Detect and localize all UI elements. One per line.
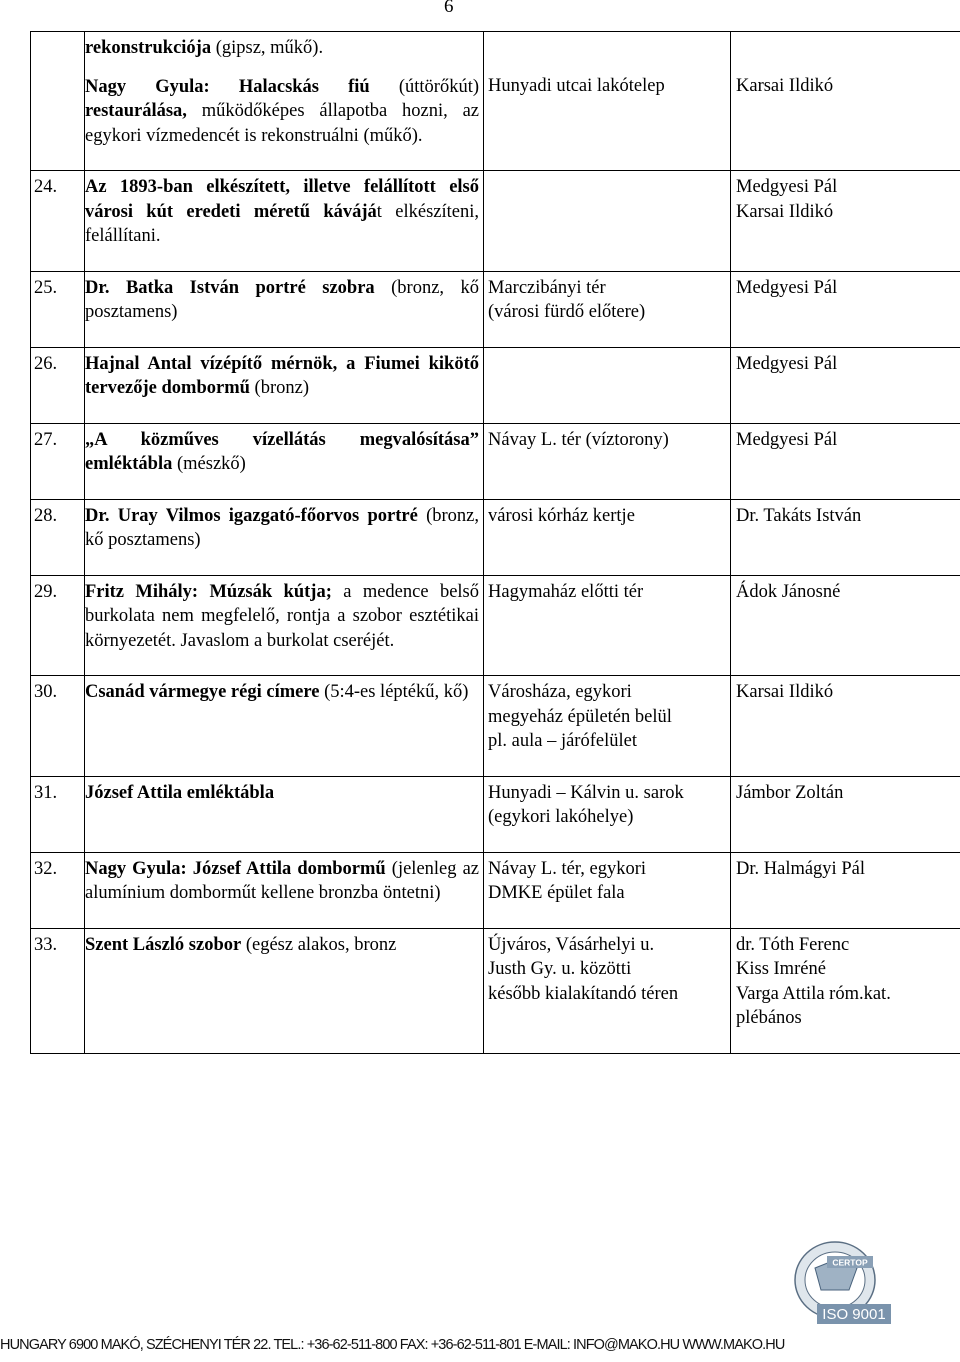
item-number: 29. bbox=[34, 581, 58, 602]
item-location-cell bbox=[484, 676, 731, 777]
table-row bbox=[31, 347, 960, 423]
item-description-cell bbox=[85, 776, 484, 852]
location-line: Hunyadi – Kálvin u. sarok bbox=[488, 782, 684, 803]
item-description-cell bbox=[85, 928, 484, 1053]
item-location-cell bbox=[484, 32, 731, 171]
item-responsible bbox=[736, 929, 960, 1053]
responsible-line: Dr. Halmágyi Pál bbox=[736, 858, 865, 879]
description-segment: működőképes állapotba hozni, az egykori vízmedencét is rekonstruálni (műkő). bbox=[85, 101, 479, 146]
item-location bbox=[488, 272, 730, 347]
description-segment: Csanád vármegye régi címere bbox=[85, 682, 320, 702]
location-line: Hunyadi utcai lakótelep bbox=[488, 76, 665, 96]
item-location bbox=[488, 348, 730, 374]
item-location bbox=[488, 500, 730, 551]
responsible-line: Medgyesi Pál bbox=[736, 429, 838, 450]
item-location bbox=[488, 676, 730, 776]
item-number-cell bbox=[31, 575, 85, 676]
item-responsible-cell bbox=[731, 499, 960, 575]
item-responsible-cell bbox=[731, 171, 960, 272]
item-number: 31. bbox=[34, 782, 58, 803]
location-line: Marczibányi tér bbox=[488, 277, 606, 298]
responsible-line: Medgyesi Pál bbox=[736, 177, 838, 197]
description-segment: „A közműves vízellátás megvalósítása” emléktábla bbox=[85, 429, 479, 474]
responsible-line: Ádok Jánosné bbox=[736, 581, 841, 602]
table-row bbox=[31, 271, 960, 347]
responsible-line bbox=[736, 36, 960, 74]
item-responsible bbox=[736, 500, 960, 551]
item-description bbox=[85, 777, 479, 828]
item-description bbox=[85, 171, 479, 271]
description-segment: (egész alakos, bronz bbox=[241, 934, 397, 955]
item-responsible-cell bbox=[731, 347, 960, 423]
item-responsible-cell bbox=[731, 32, 960, 171]
location-line: városi kórház kertje bbox=[488, 505, 635, 526]
item-number: 33. bbox=[34, 934, 58, 955]
responsible-line: Dr. Takáts István bbox=[736, 505, 862, 526]
item-location bbox=[488, 576, 730, 627]
table-row bbox=[31, 423, 960, 499]
item-location-cell bbox=[484, 928, 731, 1053]
item-responsible bbox=[736, 272, 960, 323]
item-description bbox=[85, 32, 479, 75]
item-description-continued bbox=[85, 75, 479, 171]
description-segment: Szent László szobor bbox=[85, 934, 242, 955]
item-responsible-cell bbox=[731, 271, 960, 347]
item-location-cell bbox=[484, 423, 731, 499]
item-responsible bbox=[736, 853, 960, 904]
location-line: Hagymaház előtti tér bbox=[488, 581, 644, 602]
item-location-cell bbox=[484, 271, 731, 347]
item-number-cell bbox=[31, 347, 85, 423]
description-segment: t kellene bronzba öntetni) bbox=[250, 883, 441, 903]
item-responsible bbox=[736, 348, 960, 399]
responsible-line: Jámbor Zoltán bbox=[736, 782, 844, 803]
page-footer: HUNGARY 6900 MAKÓ, SZÉCHENYI TÉR 22. TEL.: +36-62-511-800 FAX: +36-62-511-801 E-MAIL: INFO@MAKO.HU WWW.MAKO.HU bbox=[0, 1337, 785, 1353]
responsible-line: Karsai Ildikó bbox=[736, 76, 834, 96]
description-segment: (úttörőkút) bbox=[369, 76, 480, 97]
description-segment: Hajnal Antal vízépítő mérnök, a Fiumei kikötő tervezője dombormű bbox=[85, 353, 479, 398]
item-location-cell bbox=[484, 347, 731, 423]
location-line: pl. aula – járófelület bbox=[488, 731, 637, 751]
item-number-cell bbox=[31, 499, 85, 575]
item-number: 30. bbox=[34, 682, 58, 702]
table-row bbox=[31, 776, 960, 852]
item-responsible-cell bbox=[731, 852, 960, 928]
item-description bbox=[85, 500, 479, 575]
description-segment: rekonstrukciója bbox=[85, 38, 212, 58]
location-line: Návay L. tér, egykori bbox=[488, 858, 646, 879]
location-line: Justh Gy. u. közötti bbox=[488, 959, 632, 979]
item-responsible bbox=[736, 777, 960, 828]
description-segment: Nagy Gyula: József Attila dombormű bbox=[85, 858, 386, 879]
monument-table bbox=[30, 31, 960, 1054]
item-description bbox=[85, 929, 479, 980]
item-description-cell bbox=[85, 347, 484, 423]
description-segment: Az 1893-ban elkészített, illetve felállított első városi kút eredeti méretű kávájá bbox=[85, 177, 479, 222]
item-number: 25. bbox=[34, 277, 58, 298]
table-row bbox=[31, 499, 960, 575]
description-segment: Dr. Batka István portré szobra bbox=[85, 277, 375, 298]
responsible-line: plébános bbox=[736, 1008, 802, 1028]
description-segment: (bronz) bbox=[249, 378, 309, 398]
location-line: Városháza, egykori bbox=[488, 682, 632, 702]
item-description-cell bbox=[85, 852, 484, 928]
description-segment: Dr. Uray Vilmos igazgató-főorvos portré bbox=[85, 505, 418, 526]
table-row bbox=[31, 852, 960, 928]
item-description-cell bbox=[85, 499, 484, 575]
location-line: (városi fürdő előtere) bbox=[488, 302, 646, 322]
item-description bbox=[85, 424, 479, 499]
responsible-line: Varga Attila róm.kat. bbox=[736, 983, 891, 1004]
item-responsible-cell bbox=[731, 928, 960, 1053]
description-segment: (jelenleg az alumínium dombormű bbox=[85, 858, 480, 903]
responsible-line: Medgyesi Pál bbox=[736, 277, 838, 298]
item-location bbox=[488, 929, 730, 1029]
item-location-cell bbox=[484, 499, 731, 575]
item-description-cell bbox=[85, 271, 484, 347]
location-line: megyeház épületén belül bbox=[488, 706, 672, 727]
description-segment: (bronz, kő posztamens) bbox=[85, 277, 479, 322]
item-number-cell bbox=[31, 928, 85, 1053]
item-description-cell bbox=[85, 575, 484, 676]
description-segment: (bronz, kő posztamens) bbox=[85, 505, 479, 550]
responsible-line: dr. Tóth Ferenc bbox=[736, 934, 850, 955]
item-description-cell bbox=[85, 171, 484, 272]
responsible-line: Kiss Imréné bbox=[736, 959, 826, 979]
item-number bbox=[34, 32, 84, 58]
item-description bbox=[85, 676, 479, 727]
item-description bbox=[85, 853, 479, 928]
description-segment: (gipsz, műkő). bbox=[211, 38, 324, 58]
item-responsible-cell bbox=[731, 676, 960, 777]
item-location bbox=[488, 777, 730, 852]
item-location bbox=[488, 424, 730, 475]
responsible-line: Medgyesi Pál bbox=[736, 353, 838, 374]
item-number-cell bbox=[31, 271, 85, 347]
item-location-cell bbox=[484, 776, 731, 852]
table-row bbox=[31, 575, 960, 676]
item-number-cell bbox=[31, 171, 85, 272]
item-description bbox=[85, 272, 479, 347]
item-number-cell bbox=[31, 423, 85, 499]
item-responsible bbox=[736, 576, 960, 627]
location-line: később kialakítandó téren bbox=[488, 983, 679, 1004]
item-description-cell bbox=[85, 32, 484, 171]
location-line: Návay L. tér (víztorony) bbox=[488, 429, 669, 450]
page-number: 6 bbox=[444, 0, 454, 17]
table-row bbox=[31, 676, 960, 777]
item-responsible-cell bbox=[731, 776, 960, 852]
item-responsible bbox=[736, 676, 960, 727]
table-row bbox=[31, 171, 960, 272]
description-segment: Fritz Mihály: Múzsák kútja; bbox=[85, 581, 332, 602]
item-location bbox=[488, 171, 730, 197]
cert-bottom-text: ISO 9001 bbox=[822, 1306, 886, 1323]
description-segment: (mészkő) bbox=[172, 454, 246, 474]
item-number-cell bbox=[31, 852, 85, 928]
item-number: 28. bbox=[34, 505, 58, 526]
item-location bbox=[488, 853, 730, 928]
item-description-cell bbox=[85, 423, 484, 499]
item-responsible bbox=[736, 32, 960, 121]
description-segment: restaurálása, bbox=[85, 101, 187, 121]
item-number-cell bbox=[31, 676, 85, 777]
location-line: Újváros, Vásárhelyi u. bbox=[488, 934, 655, 955]
table-row bbox=[31, 32, 960, 171]
item-location-cell bbox=[484, 575, 731, 676]
description-segment: a medence belső burkolata nem megfelelő, rontja a szobor esztétikai környezetét. Javaslom a burkolat cseréjét. bbox=[85, 581, 479, 651]
location-line bbox=[488, 36, 730, 74]
item-number-cell bbox=[31, 776, 85, 852]
item-number: 27. bbox=[34, 429, 58, 450]
description-segment: (5:4-es léptékű, kő) bbox=[319, 682, 469, 702]
item-description bbox=[85, 348, 479, 423]
location-line: DMKE épület fala bbox=[488, 883, 625, 903]
description-segment: Nagy Gyula: Halacskás fiú bbox=[85, 76, 370, 97]
item-number: 24. bbox=[34, 177, 58, 197]
item-responsible bbox=[736, 424, 960, 475]
item-responsible-cell bbox=[731, 423, 960, 499]
responsible-line: Karsai Ildikó bbox=[736, 201, 834, 222]
item-number-cell bbox=[31, 32, 85, 171]
description-segment: t elkészíteni, felállítani. bbox=[85, 201, 479, 246]
cert-top-text: CERTOP bbox=[832, 1257, 868, 1268]
item-location bbox=[488, 32, 730, 121]
item-number: 26. bbox=[34, 353, 58, 374]
responsible-line: Karsai Ildikó bbox=[736, 682, 834, 702]
table-row bbox=[31, 928, 960, 1053]
description-segment: József Attila emléktábla bbox=[85, 782, 275, 803]
item-responsible-cell bbox=[731, 575, 960, 676]
item-description-cell bbox=[85, 676, 484, 777]
item-responsible bbox=[736, 171, 960, 246]
certop-iso-9001-seal-icon bbox=[787, 1238, 899, 1328]
item-number: 32. bbox=[34, 858, 58, 879]
item-location-cell bbox=[484, 171, 731, 272]
location-line: (egykori lakóhelye) bbox=[488, 807, 634, 827]
item-description bbox=[85, 576, 479, 676]
item-location-cell bbox=[484, 852, 731, 928]
